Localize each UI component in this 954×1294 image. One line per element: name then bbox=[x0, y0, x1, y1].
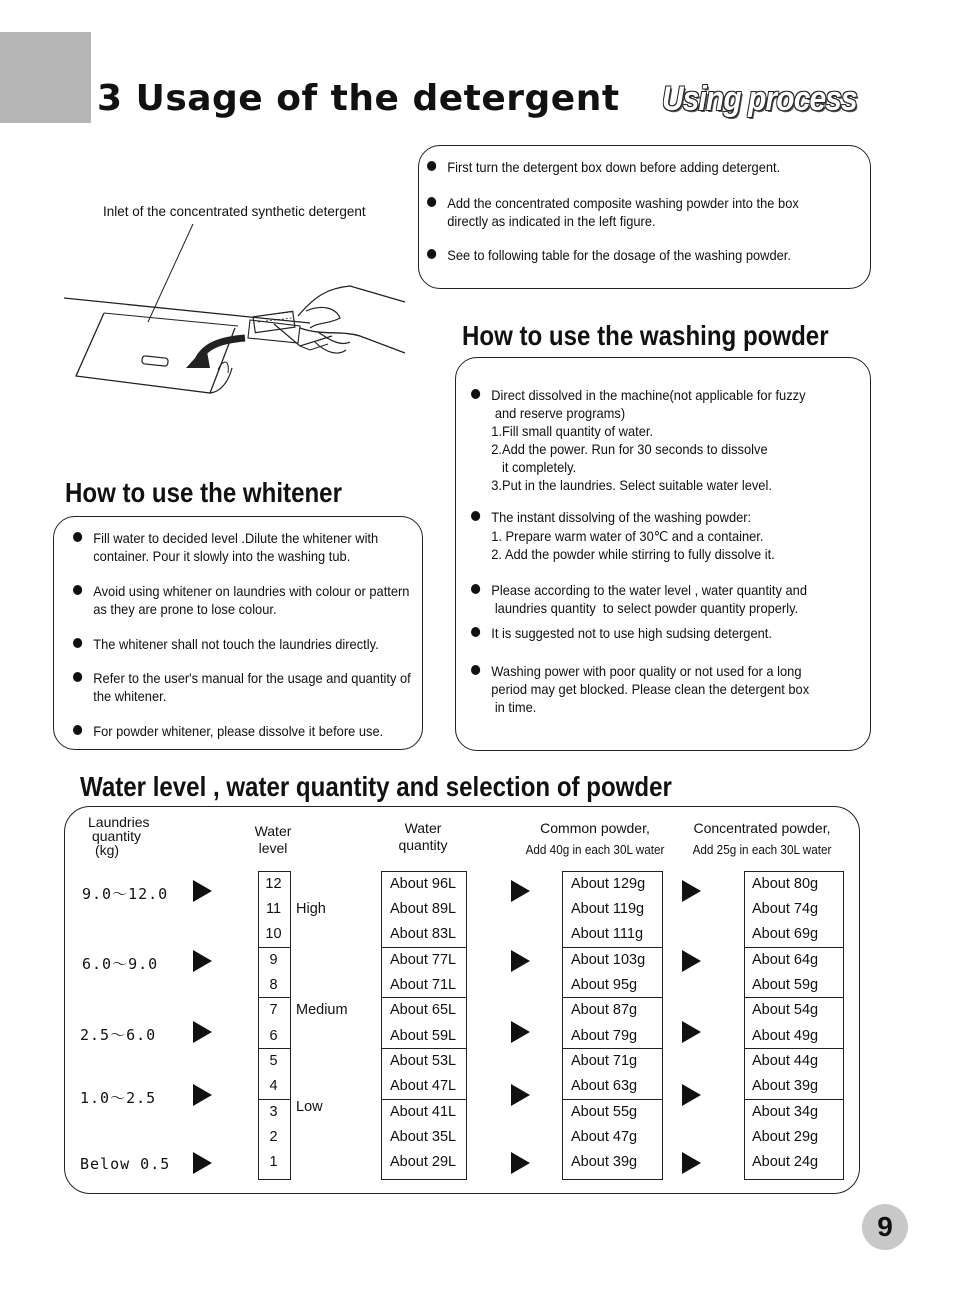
powder-item-text: and reserve programs) bbox=[491, 405, 626, 421]
common-powder-cell: About 55g bbox=[571, 1104, 638, 1120]
powder-step: 2.Add the power. Run for 30 seconds to dissolve bbox=[491, 441, 768, 457]
group-divider bbox=[381, 947, 466, 948]
common-powder-cell: About 63g bbox=[571, 1078, 638, 1094]
laundry-range: 2.5～6.0 bbox=[80, 1026, 157, 1044]
whitener-item: Fill water to decided level .Dilute the whitener with container. Pour it slowly into the washing tub. bbox=[73, 529, 413, 565]
whitener-box bbox=[53, 516, 423, 750]
arrow-icon bbox=[193, 1021, 212, 1043]
water-level-cell: 6 bbox=[269, 1028, 278, 1044]
concentrated-powder-cell: About 44g bbox=[752, 1053, 819, 1069]
whitener-item: For powder whitener, please dissolve it before use. bbox=[73, 722, 413, 740]
concentrated-powder-cell: About 49g bbox=[752, 1028, 819, 1044]
powder-item: Please according to the water level , water quantity and bbox=[471, 581, 844, 599]
page-title: 3 Usage of the detergent bbox=[97, 78, 620, 119]
whitener-item: Avoid using whitener on laundries with colour or pattern as they are prone to lose colour. bbox=[73, 582, 413, 618]
group-divider bbox=[381, 997, 466, 998]
process-item: Add the concentrated composite washing powder into the box directly as indicated in the left figure. bbox=[427, 194, 832, 230]
concentrated-powder-cell: About 29g bbox=[752, 1129, 819, 1145]
water-quantity-cell: About 89L bbox=[390, 901, 457, 917]
concentrated-powder-cell: About 34g bbox=[752, 1104, 819, 1120]
concentrated-powder-cell: About 64g bbox=[752, 952, 819, 968]
arrow-icon bbox=[193, 950, 212, 972]
powder-item: It is suggested not to use high sudsing detergent. bbox=[471, 624, 844, 642]
water-quantity-cell: About 83L bbox=[390, 926, 457, 942]
powder-item-text: in time. bbox=[491, 699, 537, 715]
water-level-cell: 4 bbox=[269, 1078, 278, 1094]
powder-item: Direct dissolved in the machine(not applicable for fuzzy bbox=[471, 386, 844, 404]
water-level-cell: 10 bbox=[265, 926, 282, 942]
water-quantity-cell: About 77L bbox=[390, 952, 457, 968]
arrow-icon bbox=[682, 1021, 701, 1043]
group-divider bbox=[562, 947, 662, 948]
group-divider bbox=[562, 997, 662, 998]
powder-step: it completely. bbox=[491, 459, 577, 475]
arrow-icon bbox=[511, 1021, 530, 1043]
arrow-icon bbox=[511, 1084, 530, 1106]
laundry-range: 6.0～9.0 bbox=[82, 955, 159, 973]
process-item: See to following table for the dosage of the washing powder. bbox=[427, 246, 832, 264]
powder-heading: How to use the washing powder bbox=[462, 320, 829, 351]
section-tab bbox=[0, 32, 91, 123]
water-level-cell: 3 bbox=[269, 1104, 278, 1120]
group-divider bbox=[744, 1099, 843, 1100]
laundry-range: 9.0～12.0 bbox=[82, 885, 169, 903]
header-concentrated-powder: Concentrated powder, Add 25g in each 30L water bbox=[692, 820, 832, 857]
group-divider bbox=[744, 1048, 843, 1049]
water-quantity-cell: About 35L bbox=[390, 1129, 457, 1145]
common-powder-cell: About 103g bbox=[571, 952, 646, 968]
whitener-item: The whitener shall not touch the laundries directly. bbox=[73, 635, 413, 653]
arrow-icon bbox=[682, 950, 701, 972]
group-divider bbox=[562, 1099, 662, 1100]
water-quantity-cell: About 71L bbox=[390, 977, 457, 993]
arrow-icon bbox=[511, 1152, 530, 1174]
water-level-cell: 5 bbox=[269, 1053, 278, 1069]
water-level-cell: 11 bbox=[265, 901, 282, 917]
water-quantity-cell: About 29L bbox=[390, 1154, 457, 1170]
page-subtitle: Using process bbox=[662, 80, 857, 118]
water-quantity-cell: About 47L bbox=[390, 1078, 457, 1094]
process-box bbox=[418, 145, 871, 289]
table-heading: Water level , water quantity and selection of powder bbox=[80, 771, 672, 802]
arrow-icon bbox=[193, 880, 212, 902]
powder-item: Washing power with poor quality or not used for a long bbox=[471, 662, 844, 680]
concentrated-powder-cell: About 74g bbox=[752, 901, 819, 917]
common-powder-cell: About 47g bbox=[571, 1129, 638, 1145]
powder-step: 3.Put in the laundries. Select suitable water level. bbox=[491, 477, 772, 493]
water-quantity-cell: About 59L bbox=[390, 1028, 457, 1044]
water-quantity-cell: About 41L bbox=[390, 1104, 457, 1120]
powder-box bbox=[455, 357, 871, 751]
water-level-cell: 8 bbox=[269, 977, 278, 993]
common-powder-cell: About 39g bbox=[571, 1154, 638, 1170]
water-level-cell: 12 bbox=[265, 876, 282, 892]
process-item: First turn the detergent box down before adding detergent. bbox=[427, 158, 832, 176]
header-water-quantity: Water quantity bbox=[398, 820, 448, 853]
concentrated-powder-cell: About 54g bbox=[752, 1002, 819, 1018]
water-quantity-cell: About 65L bbox=[390, 1002, 457, 1018]
powder-step: 1.Fill small quantity of water. bbox=[491, 423, 654, 439]
powder-step: 2. Add the powder while stirring to fully dissolve it. bbox=[491, 546, 775, 562]
concentrated-powder-cell: About 59g bbox=[752, 977, 819, 993]
detergent-box-figure bbox=[60, 218, 420, 403]
group-divider bbox=[258, 947, 290, 948]
powder-item-text: laundries quantity to select powder quantity properly. bbox=[491, 600, 799, 616]
common-powder-cell: About 111g bbox=[571, 926, 644, 942]
header-water-level: Water level bbox=[254, 823, 292, 856]
arrow-icon bbox=[511, 880, 530, 902]
concentrated-powder-cell: About 39g bbox=[752, 1078, 819, 1094]
arrow-icon bbox=[193, 1084, 212, 1106]
water-quantity-cell: About 96L bbox=[390, 876, 457, 892]
group-divider bbox=[744, 947, 843, 948]
laundry-range: 1.0～2.5 bbox=[80, 1089, 157, 1107]
laundry-range: Below 0.5 bbox=[80, 1155, 171, 1173]
common-powder-cell: About 129g bbox=[571, 876, 646, 892]
concentrated-powder-cell: About 80g bbox=[752, 876, 819, 892]
concentrated-powder-cell: About 69g bbox=[752, 926, 819, 942]
group-divider bbox=[258, 1048, 290, 1049]
arrow-icon bbox=[511, 950, 530, 972]
water-quantity-cell: About 53L bbox=[390, 1053, 457, 1069]
group-divider bbox=[258, 1099, 290, 1100]
water-level-cell: 2 bbox=[269, 1129, 278, 1145]
common-powder-cell: About 95g bbox=[571, 977, 638, 993]
whitener-item: Refer to the user's manual for the usage and quantity of the whitener. bbox=[73, 669, 413, 705]
water-level-cell: 9 bbox=[269, 952, 278, 968]
powder-item: The instant dissolving of the washing powder: bbox=[471, 508, 844, 526]
level-group-medium: Medium bbox=[296, 1002, 348, 1018]
group-divider bbox=[381, 1048, 466, 1049]
common-powder-cell: About 79g bbox=[571, 1028, 638, 1044]
level-group-high: High bbox=[296, 901, 326, 917]
level-group-low: Low bbox=[296, 1099, 323, 1115]
group-divider bbox=[744, 997, 843, 998]
common-powder-cell: About 87g bbox=[571, 1002, 638, 1018]
arrow-icon bbox=[682, 880, 701, 902]
page-number: 9 bbox=[862, 1204, 908, 1250]
concentrated-powder-cell: About 24g bbox=[752, 1154, 819, 1170]
arrow-icon bbox=[682, 1152, 701, 1174]
water-level-cell: 7 bbox=[269, 1002, 278, 1018]
group-divider bbox=[562, 1048, 662, 1049]
water-level-cell: 1 bbox=[269, 1154, 278, 1170]
whitener-heading: How to use the whitener bbox=[65, 477, 342, 508]
group-divider bbox=[381, 1099, 466, 1100]
common-powder-cell: About 71g bbox=[571, 1053, 638, 1069]
header-laundries: Laundries quantity (kg) bbox=[88, 814, 150, 858]
arrow-icon bbox=[682, 1084, 701, 1106]
arrow-icon bbox=[193, 1152, 212, 1174]
powder-step: 1. Prepare warm water of 30℃ and a container. bbox=[491, 528, 764, 544]
header-common-powder: Common powder, Add 40g in each 30L water bbox=[525, 820, 665, 857]
powder-item-text: period may get blocked. Please clean the detergent box bbox=[491, 681, 810, 697]
figure-caption: Inlet of the concentrated synthetic detergent bbox=[103, 204, 366, 219]
group-divider bbox=[258, 997, 290, 998]
common-powder-cell: About 119g bbox=[571, 901, 645, 917]
